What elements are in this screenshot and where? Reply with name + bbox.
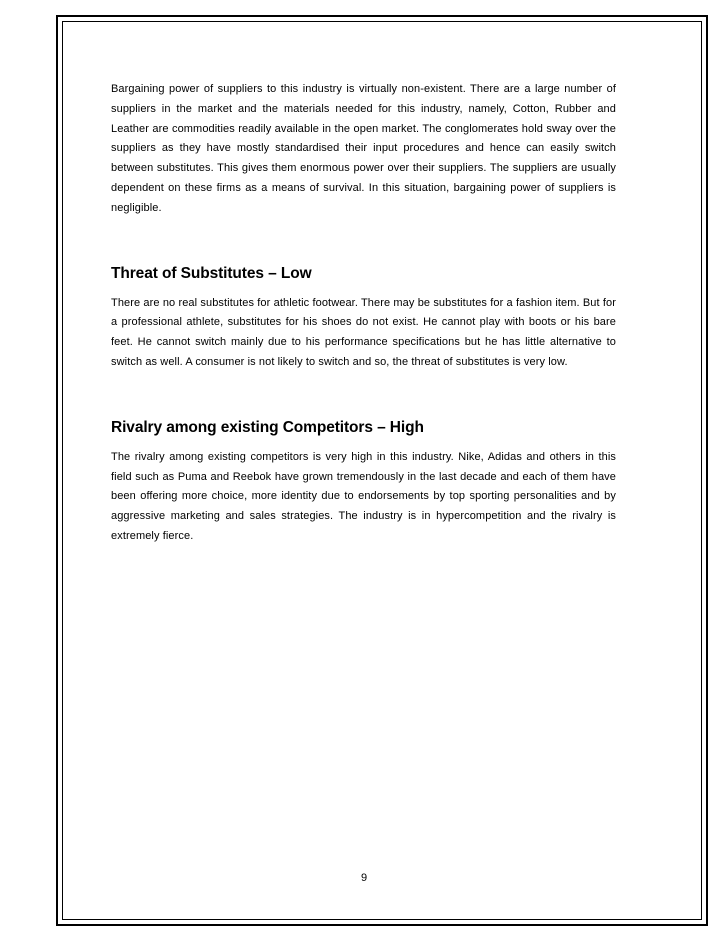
page-number: 9 (360, 872, 368, 884)
substitutes-paragraph: There are no real substitutes for athletic footwear. There may be substitutes for a fashion item. But for a professional athlete, substitutes for his shoes do not exist. He cannot play with boots or his bare feet. He cannot switch mainly due to his performance specifications but he has little alternative to switch as well. A consumer is not likely to switch and so, the threat of substitutes is very low. (111, 296, 616, 368)
page-content (111, 80, 616, 547)
rivalry-paragraph: The rivalry among existing competitors is very high in this industry. Nike, Adidas and others in this field such as Puma and Reebok have grown tremendously in the last decade and each of them have been offering more choice, more identity due to endorsements by top sporting personalities and by aggressive marketing and sales strategies. The industry is in hypercompetition and the rivalry is extremely fierce. (111, 450, 616, 542)
suppliers-paragraph: Bargaining power of suppliers to this industry is virtually non-existent. There are a large number of suppliers in the market and the materials needed for this industry, namely, Cotton, Rubber and Leather are commodities readily available in the open market. The conglomerates hold sway over the suppliers as they have mostly standardised their input procedures and hence can easily switch between substitutes. This gives them enormous power over their suppliers. The suppliers are usually dependent on these firms as a means of survival. In this situation, bargaining power of suppliers is negligible. (111, 83, 616, 214)
substitutes-heading: Threat of Substitutes – Low (111, 264, 312, 282)
rivalry-heading: Rivalry among existing Competitors – High (111, 418, 424, 436)
